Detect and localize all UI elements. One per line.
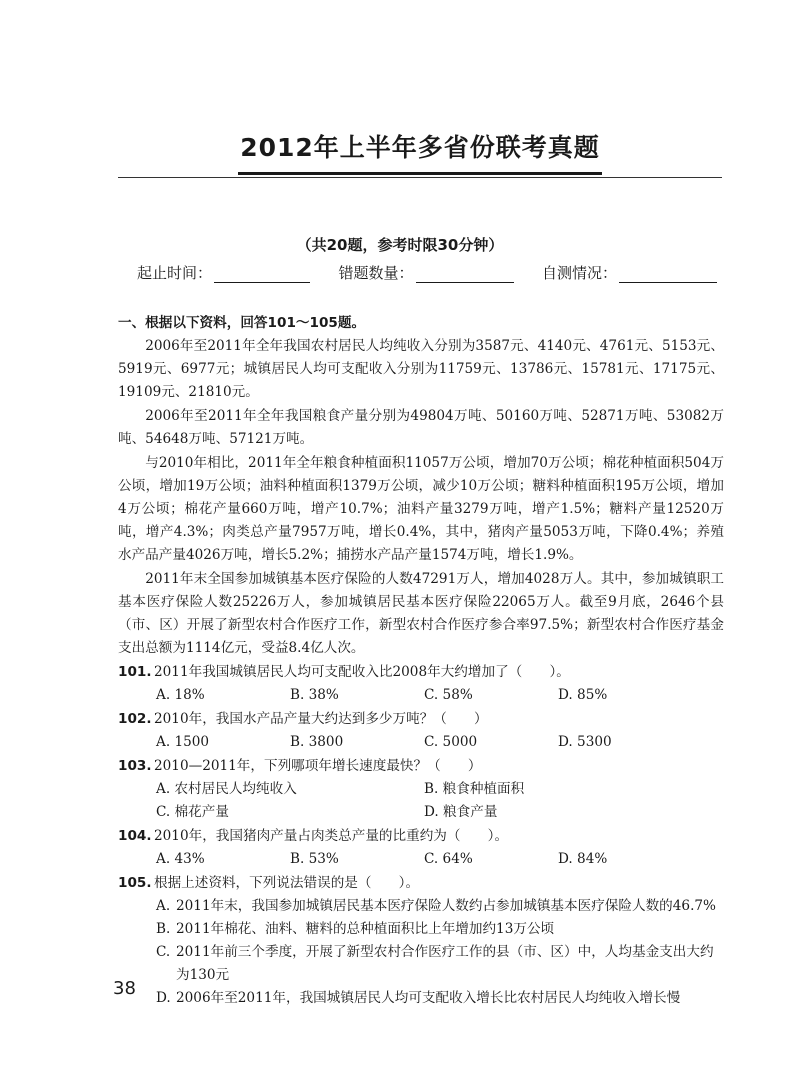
option-a[interactable]: A. 农村居民人均纯收入	[156, 781, 297, 797]
self-check-field[interactable]	[542, 262, 717, 283]
option-text: 2011年前三个季度，开展了新型农村合作医疗工作的县（市、区）中，人均基金支出大约为130元	[176, 944, 714, 983]
option-a[interactable]: A. 1500	[156, 734, 210, 750]
option-c[interactable]: C. 64%	[424, 851, 473, 867]
material-paragraph: 2011年末全国参加城镇基本医疗保险的人数47291万人，增加4028万人。其中，参加城镇职工基本医疗保险人数25226万人，参加城镇居民基本医疗保险22065万人。截至9月底，2646个县（市、区）开展了新型农村合作医疗工作，新型农村合作医疗参合率97.5%；新型农村合作医疗基金支出总额为1114亿元，受益8.4亿人次。	[118, 571, 724, 656]
page-title: 2012年上半年多省份联考真题	[240, 133, 600, 162]
option-label: A.	[156, 898, 171, 914]
question-104	[118, 825, 724, 871]
option-a[interactable]: A. 18%	[156, 687, 205, 703]
question-number: 101.	[118, 664, 152, 680]
question-section	[118, 312, 724, 1010]
option-d[interactable]: D. 5300	[558, 734, 612, 750]
question-105	[118, 872, 724, 1010]
question-stem: 2010年，我国水产品产量大约达到多少万吨？（ ）	[154, 711, 488, 727]
question-102	[118, 708, 724, 754]
option-label: D.	[156, 990, 171, 1006]
error-count-blank[interactable]	[416, 266, 514, 283]
option-d[interactable]: D. 85%	[558, 687, 608, 703]
option-text: 2006年至2011年，我国城镇居民人均可支配收入增长比农村居民人均纯收入增长慢	[176, 990, 681, 1006]
question-number: 103.	[118, 758, 152, 774]
self-check-blank[interactable]	[619, 266, 717, 283]
start-time-blank[interactable]	[214, 266, 310, 283]
start-time-label: 起止时间：	[137, 264, 213, 282]
option-d[interactable]: D. 粮食产量	[424, 804, 498, 820]
question-number: 104.	[118, 828, 152, 844]
option-b[interactable]	[156, 918, 724, 941]
option-a[interactable]: A. 43%	[156, 851, 205, 867]
option-text: 2011年棉花、油料、糖料的总种植面积比上年增加约13万公顷	[176, 921, 555, 937]
question-stem: 2010—2011年，下列哪项年增长速度最快？（ ）	[154, 758, 482, 774]
section-heading: 一、根据以下资料，回答101～105题。	[118, 315, 366, 331]
question-103	[118, 755, 724, 824]
option-a[interactable]	[156, 895, 724, 918]
material-paragraph: 2006年至2011年全年我国粮食产量分别为49804万吨、50160万吨、52871万吨、53082万吨、54648万吨、57121万吨。	[118, 408, 724, 447]
question-stem: 2011年我国城镇居民人均可支配收入比2008年大约增加了（ ）。	[154, 664, 570, 680]
option-d[interactable]	[156, 987, 724, 1010]
exam-subtitle: （共20题，参考时限30分钟）	[296, 236, 504, 254]
question-101	[118, 661, 724, 707]
error-count-label: 错题数量：	[338, 264, 414, 282]
option-d[interactable]: D. 84%	[558, 851, 608, 867]
title-underline-thin	[118, 177, 722, 178]
question-number: 102.	[118, 711, 152, 727]
option-label: C.	[156, 944, 171, 960]
page-number: 38	[113, 978, 136, 999]
option-b[interactable]: B. 38%	[290, 687, 339, 703]
title-underline-thick	[238, 172, 602, 175]
option-b[interactable]: B. 53%	[290, 851, 339, 867]
option-c[interactable]: C. 58%	[424, 687, 473, 703]
question-stem: 根据上述资料，下列说法错误的是（ ）。	[154, 875, 420, 891]
question-number: 105.	[118, 875, 152, 891]
option-c[interactable]	[156, 941, 724, 987]
material-paragraph: 2006年至2011年全年我国农村居民人均纯收入分别为3587元、4140元、4761元、5153元、5919元、6977元；城镇居民人均可支配收入分别为11759元、13786元、15781元、17175元、19109元、21810元。	[118, 338, 724, 400]
option-b[interactable]: B. 3800	[290, 734, 344, 750]
option-c[interactable]: C. 棉花产量	[156, 804, 229, 820]
option-b[interactable]: B. 粮食种植面积	[424, 781, 525, 797]
option-c[interactable]: C. 5000	[424, 734, 478, 750]
self-check-label: 自测情况：	[541, 264, 617, 282]
title-block	[118, 128, 722, 178]
option-text: 2011年末，我国参加城镇居民基本医疗保险人数约占参加城镇基本医疗保险人数的46.7%	[176, 898, 716, 914]
option-label: B.	[156, 921, 171, 937]
question-stem: 2010年，我国猪肉产量占肉类总产量的比重约为（ ）。	[154, 828, 509, 844]
error-count-field[interactable]	[338, 262, 513, 283]
self-record-row	[137, 262, 717, 283]
start-time-field[interactable]	[137, 262, 310, 283]
material-paragraph: 与2010年相比，2011年全年粮食种植面积11057万公顷，增加70万公顷；棉花种植面积504万公顷，增加19万公顷；油料种植面积1379万公顷，减少10万公顷；糖料种植面积195万公顷，增加4万公顷；棉花产量660万吨，增产10.7%；油料产量3279万吨，增产1.5%；糖料产量12520万吨，增产4.3%；肉类总产量7957万吨，增长0.4%，其中，猪肉产量5053万吨，下降0.4%；养殖水产品产量4026万吨，增长5.2%；捕捞水产品产量1574万吨，增长1.9%。	[118, 455, 724, 563]
